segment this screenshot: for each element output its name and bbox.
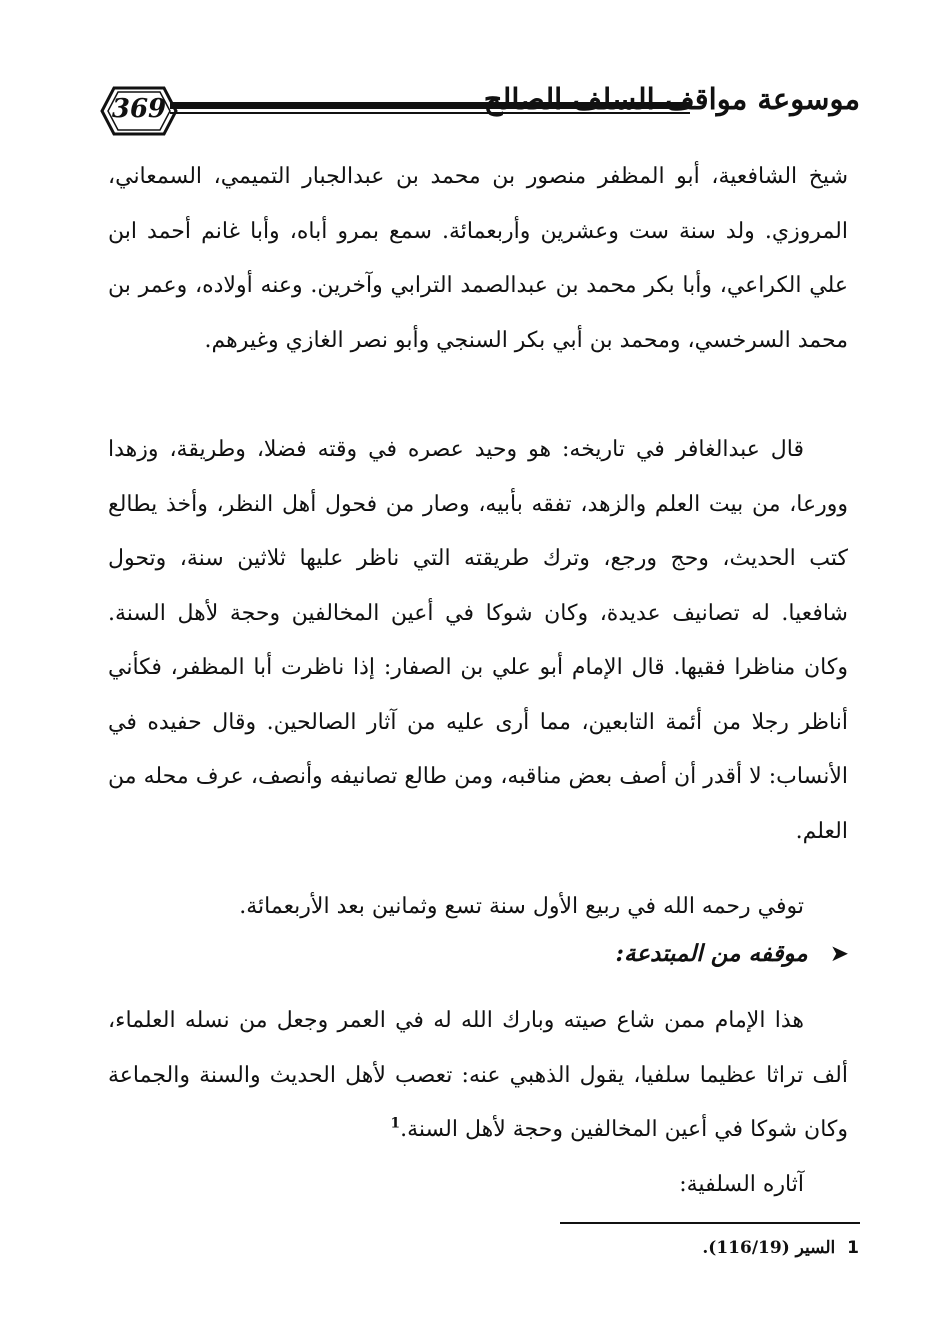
footnote-marker: 1 [847, 1238, 859, 1258]
section-heading-text: موقفه من المبتدعة: [615, 940, 808, 967]
paragraph-biography: شيخ الشافعية، أبو المظفر منصور بن محمد بن عبدالجبار التميمي، السمعاني، المروزي. ولد سنة ست وعشرين وأربعمائة. سمع بمرو أباه، وأبا غانم أحمد ابن علي الكراعي، وأبا بكر محمد بن عبدالصمد الترابي وآخرين. وعنه أولاده، وعمر بن محمد السرخسي، ومحمد بن أبي بكر السنجي وأبو نصر الغازي وغيرهم. [108, 164, 848, 353]
body-text-block-5 [108, 1158, 848, 1213]
footnote-reference: 1 [390, 1115, 401, 1132]
series-title: موسوعة مواقف السلف الصالح [483, 82, 860, 116]
paragraph-death: توفي رحمه الله في ربيع الأول سنة تسع وثمانين بعد الأربعمائة. [239, 894, 804, 919]
pointer-triangle-icon: ➤ [829, 941, 849, 967]
footnote-rule [560, 1222, 860, 1224]
paragraph-stance-text: هذا الإمام ممن شاع صيته وبارك الله له في العمر وجعل من نسله العلماء، ألف تراثا عظيما سلفيا، يقول الذهبي عنه: تعصب لأهل الحديث والسنة والجماعة وكان شوكا في أعين المخالفين وحجة لأهل السنة. [108, 1008, 848, 1142]
subheading-salafi-works: آثاره السلفية: [679, 1172, 804, 1197]
footnote-text: السير (116/19). [702, 1238, 836, 1258]
section-heading [616, 940, 850, 967]
page-number-badge [100, 86, 178, 136]
paragraph-stance [108, 994, 848, 1158]
body-text-block-4 [108, 994, 848, 1158]
page-header [100, 78, 860, 150]
body-text-block-3 [108, 880, 848, 935]
paragraph-abdulghafir-quote: قال عبدالغافر في تاريخه: هو وحيد عصره في وقته فضلا، وطريقة، وزهدا وورعا، من بيت العلم والزهد، تفقه بأبيه، وصار من فحول أهل النظر، وأخذ يطالع كتب الحديث، وحج ورجع، وترك طريقته التي ناظر عليها ثلاثين سنة، وتحول شافعيا. له تصانيف عديدة، وكان شوكا في أعين المخالفين وحجة لأهل السنة. وكان مناظرا فقيها. قال الإمام أبو علي بن الصفار: إذا ناظرت أبا المظفر، فكأني أناظر رجلا من أئمة التابعين، مما أرى عليه من آثار الصالحين. وقال حفيده في الأنساب: لا أقدر أن أصف بعض مناقبه، ومن طالع تصانيفه وأنصف، عرف محله من العلم. [108, 437, 848, 844]
footnote [702, 1238, 859, 1258]
body-text-block-2 [108, 423, 848, 859]
body-text-block-1 [108, 150, 848, 368]
page-number: 369 [111, 94, 167, 124]
